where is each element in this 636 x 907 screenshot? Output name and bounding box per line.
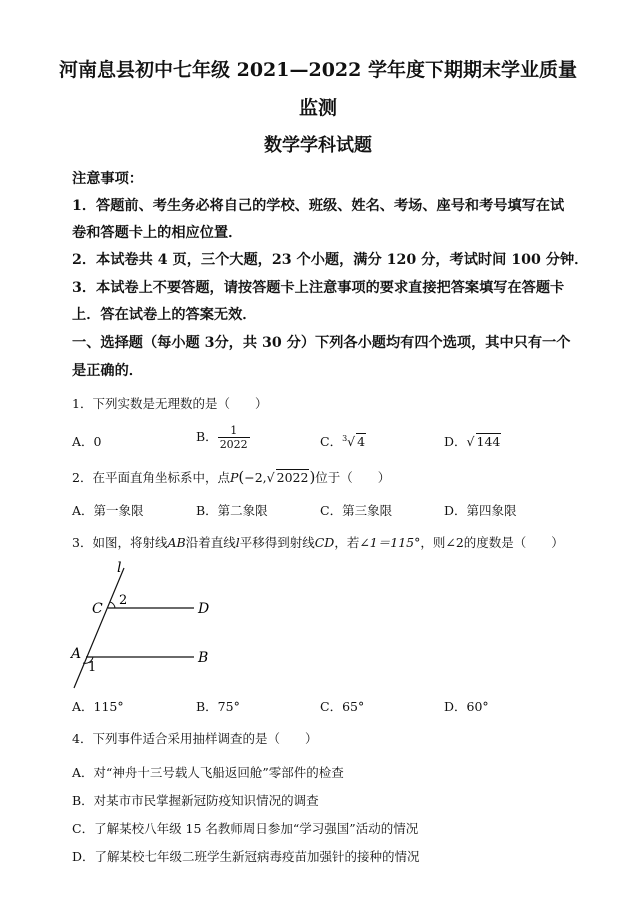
stem-text: 平移得到射线 bbox=[239, 535, 315, 550]
label-2: 2 bbox=[119, 593, 128, 608]
option-a-value: 0 bbox=[93, 434, 102, 449]
question-1-option-d bbox=[444, 432, 501, 450]
ray-cd: CD bbox=[314, 535, 335, 550]
exam-subtitle: 数学学科试题 bbox=[264, 135, 372, 156]
angle-2-arc bbox=[110, 602, 115, 608]
option-d-label: D． bbox=[444, 434, 467, 449]
stem-text: ，若 bbox=[334, 535, 360, 550]
question-3-option-d: D．60° bbox=[444, 699, 489, 714]
label-b: B bbox=[198, 650, 209, 666]
label-d: D bbox=[198, 601, 210, 617]
notice-heading: 注意事项： bbox=[72, 171, 143, 187]
notice-item-1-line1: 1．答题前、考生务必将自己的学校、班级、姓名、考场、座号和考号填写在试 bbox=[72, 198, 565, 214]
notice-item-3-line2: 上．答在试卷上的答案无效． bbox=[72, 307, 257, 323]
question-2-stem bbox=[72, 468, 390, 486]
question-4-option-d: D．了解某校七年级二班学生新冠病毒疫苗加强针的接种的情况 bbox=[72, 849, 420, 864]
stem-text: 2．在平面直角坐标系中，点 bbox=[72, 470, 230, 485]
option-c-label: C． bbox=[320, 434, 343, 449]
fraction bbox=[218, 424, 250, 451]
coordinate-x: −2, bbox=[244, 470, 267, 485]
line-l: l bbox=[235, 535, 240, 550]
question-1-stem: 1．下列实数是无理数的是（ ） bbox=[72, 396, 268, 411]
question-2-option-b: B．第二象限 bbox=[196, 503, 268, 518]
question-3-stem bbox=[72, 533, 564, 551]
radicand: 144 bbox=[476, 434, 501, 449]
question-3-option-b: B．75° bbox=[196, 699, 240, 714]
question-1-option-a bbox=[72, 432, 101, 450]
point-label: P bbox=[229, 470, 239, 485]
question-4-option-b: B．对某市市民掌握新冠防疫知识情况的调查 bbox=[72, 793, 319, 808]
exam-title-line1: 河南息县初中七年级 2021—2022 学年度下期期末学业质量 bbox=[59, 59, 577, 81]
question-4-option-c: C．了解某校八年级 15 名教师周日参加“学习强国”活动的情况 bbox=[72, 821, 419, 836]
question-2-option-a: A．第一象限 bbox=[72, 503, 144, 518]
question-3-option-a: A．115° bbox=[72, 699, 124, 714]
stem-text: 位于（ ） bbox=[315, 470, 391, 485]
line-l bbox=[74, 568, 124, 688]
radical-icon: √ bbox=[266, 470, 275, 485]
question-4-stem: 4．下列事件适合采用抽样调查的是（ ） bbox=[72, 731, 318, 746]
option-b-label: B． bbox=[196, 429, 218, 444]
radical-icon: √ bbox=[466, 434, 475, 449]
notice-item-1-line2: 卷和答题卡上的相应位置． bbox=[72, 225, 243, 241]
radicand: 4 bbox=[357, 434, 366, 449]
fraction-numerator: 1 bbox=[218, 424, 250, 438]
question-1-option-b bbox=[196, 424, 250, 451]
question-3-figure bbox=[62, 558, 232, 694]
exam-title-line2: 监测 bbox=[298, 97, 337, 119]
label-c: C bbox=[92, 601, 103, 617]
section-1-heading-line2: 是正确的． bbox=[72, 363, 143, 379]
question-2-option-d: D．第四象限 bbox=[444, 503, 517, 518]
ray-ab: AB bbox=[167, 535, 186, 550]
stem-text: 3．如图，将射线 bbox=[72, 535, 168, 550]
question-2-option-c: C．第三象限 bbox=[320, 503, 393, 518]
option-a-label: A． bbox=[72, 434, 94, 449]
root-index: 3 bbox=[342, 433, 348, 443]
paren-open: ( bbox=[238, 468, 245, 486]
label-1: 1 bbox=[88, 660, 97, 675]
stem-text: ，则∠2的度数是（ ） bbox=[420, 535, 564, 550]
label-l: l bbox=[117, 560, 122, 576]
label-a: A bbox=[71, 646, 82, 662]
notice-item-3-line1: 3．本试卷上不要答题，请按答题卡上注意事项的要求直接把答案填写在答题卡 bbox=[72, 280, 565, 296]
angle-condition: ∠1＝115° bbox=[359, 535, 421, 550]
question-4-option-a: A．对“神舟十三号载人飞船返回舱”零部件的检查 bbox=[72, 765, 344, 780]
fraction-denominator: 2022 bbox=[219, 438, 248, 451]
radical-icon: √ bbox=[347, 434, 356, 449]
section-1-heading-line1: 一、选择题（每小题 3分，共 30 分）下列各小题均有四个选项，其中只有一个 bbox=[72, 335, 571, 351]
radicand: 2022 bbox=[276, 470, 309, 485]
paren-close: ) bbox=[309, 468, 316, 486]
notice-item-2: 2．本试卷共 4 页，三个大题，23 个小题，满分 120 分，考试时间 100 分钟． bbox=[72, 252, 589, 268]
question-1-option-c bbox=[320, 432, 366, 450]
stem-text: 沿着直线 bbox=[185, 535, 236, 550]
question-3-option-c: C．65° bbox=[320, 699, 365, 714]
